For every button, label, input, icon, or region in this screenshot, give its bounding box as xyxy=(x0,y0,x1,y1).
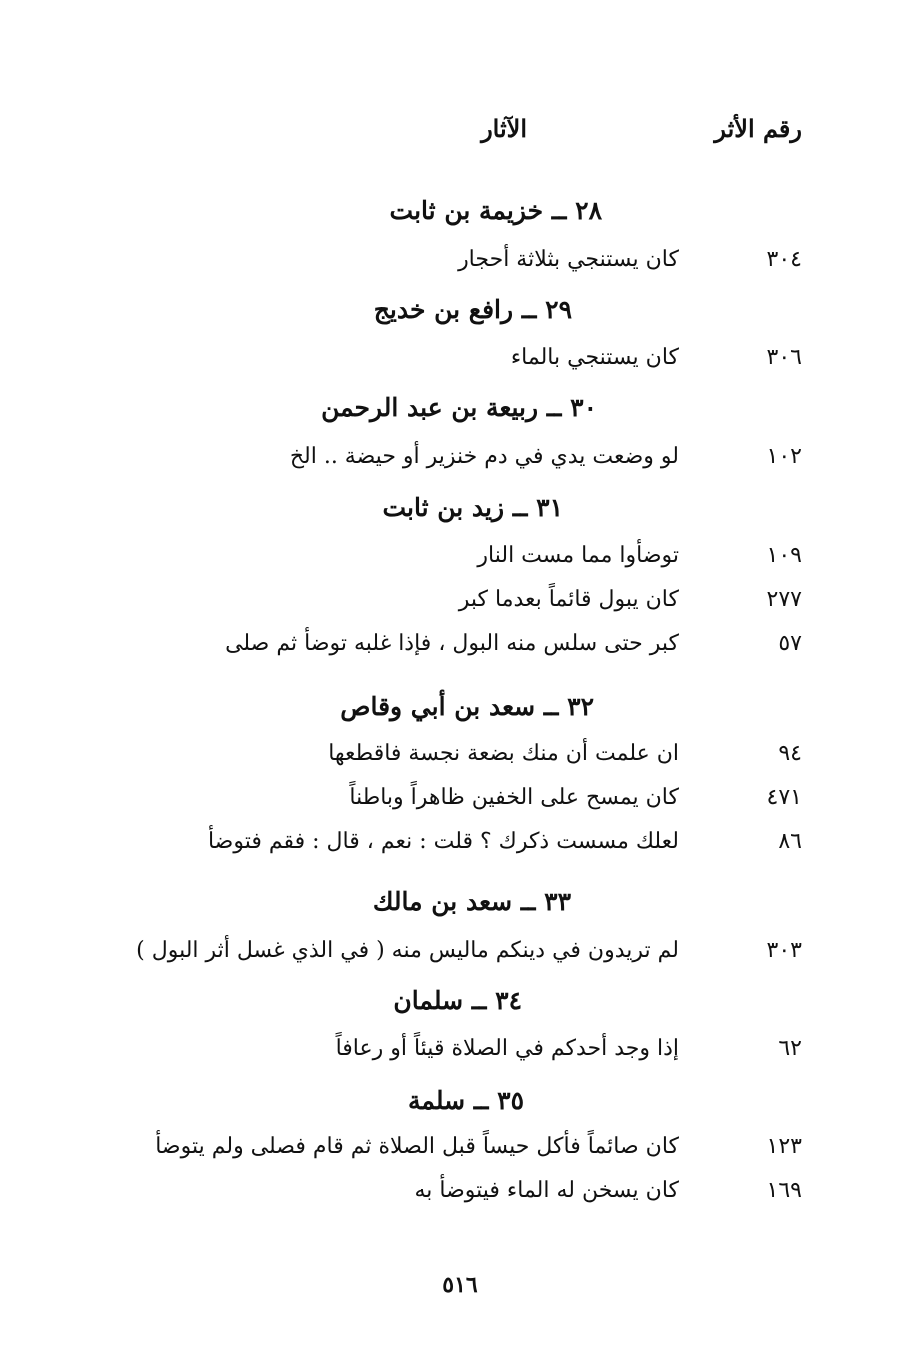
entry-row xyxy=(0,1178,920,1218)
header-number-label: رقم الأثر xyxy=(714,114,802,143)
section-heading: ٢٩ ــ رافع بن خديج xyxy=(373,295,572,324)
entry-row xyxy=(0,444,920,484)
entry-text: لم تريدون في دينكم ماليس منه ( في الذي غسل أثر البول ) xyxy=(136,938,679,963)
entry-number: ١٠٩ xyxy=(766,543,802,568)
entry-text: كان يستنجي بالماء xyxy=(510,345,679,370)
entry-number: ١٢٣ xyxy=(766,1134,802,1159)
entry-row xyxy=(0,587,920,627)
section-heading: ٣٣ ــ سعد بن مالك xyxy=(372,887,571,916)
entry-row xyxy=(0,1036,920,1076)
entry-text: توضأوا مما مست النار xyxy=(477,543,679,568)
entry-row xyxy=(0,1134,920,1174)
entry-text: كان يمسح على الخفين ظاهراً وباطناً xyxy=(349,785,679,810)
entry-text: لعلك مسست ذكرك ؟ قلت : نعم ، قال : فقم فتوضأ xyxy=(207,829,679,854)
entry-text: كبر حتى سلس منه البول ، فإذا غلبه توضأ ثم صلى xyxy=(225,631,679,656)
entry-text: ان علمت أن منك بضعة نجسة فاقطعها xyxy=(328,741,679,766)
section-heading: ٣٢ ــ سعد بن أبي وقاص xyxy=(340,692,594,721)
entry-row xyxy=(0,543,920,583)
entry-text: كان يبول قائماً بعدما كبر xyxy=(458,587,679,612)
entry-row xyxy=(0,785,920,825)
entry-number: ١٠٢ xyxy=(766,444,802,469)
entry-number: ١٦٩ xyxy=(766,1178,802,1203)
section-heading: ٣١ ــ زيد بن ثابت xyxy=(382,493,563,522)
entry-row xyxy=(0,345,920,385)
section-heading: ٢٨ ــ خزيمة بن ثابت xyxy=(389,196,602,225)
entry-number: ٥٧ xyxy=(778,631,802,656)
entry-number: ٣٠٤ xyxy=(766,247,802,272)
section-heading: ٣٤ ــ سلمان xyxy=(393,986,522,1015)
entry-number: ٣٠٣ xyxy=(766,938,802,963)
entry-text: كان يسخن له الماء فيتوضأ به xyxy=(414,1178,679,1203)
entry-text: إذا وجد أحدكم في الصلاة قيئاً أو رعافاً xyxy=(335,1036,679,1061)
page-number: ٥١٦ xyxy=(442,1272,478,1298)
entry-text: كان يستنجي بثلاثة أحجار xyxy=(458,247,679,272)
entry-number: ٩٤ xyxy=(778,741,802,766)
entry-number: ٢٧٧ xyxy=(766,587,802,612)
entry-text: كان صائماً فأكل حيساً قبل الصلاة ثم قام فصلى ولم يتوضأ xyxy=(155,1134,679,1159)
entry-row xyxy=(0,938,920,978)
entry-text: لو وضعت يدي في دم خنزير أو حيضة .. الخ xyxy=(289,444,679,469)
section-heading: ٣٥ ــ سلمة xyxy=(408,1086,524,1115)
header-text-label: الآثار xyxy=(481,114,527,143)
entry-number: ٨٦ xyxy=(778,829,802,854)
entry-number: ٤٧١ xyxy=(766,785,802,810)
entry-number: ٦٢ xyxy=(778,1036,802,1061)
entry-number: ٣٠٦ xyxy=(766,345,802,370)
entry-row xyxy=(0,741,920,781)
entry-row xyxy=(0,631,920,671)
entry-row xyxy=(0,829,920,869)
entry-row xyxy=(0,247,920,287)
section-heading: ٣٠ ــ ربيعة بن عبد الرحمن xyxy=(321,393,597,422)
